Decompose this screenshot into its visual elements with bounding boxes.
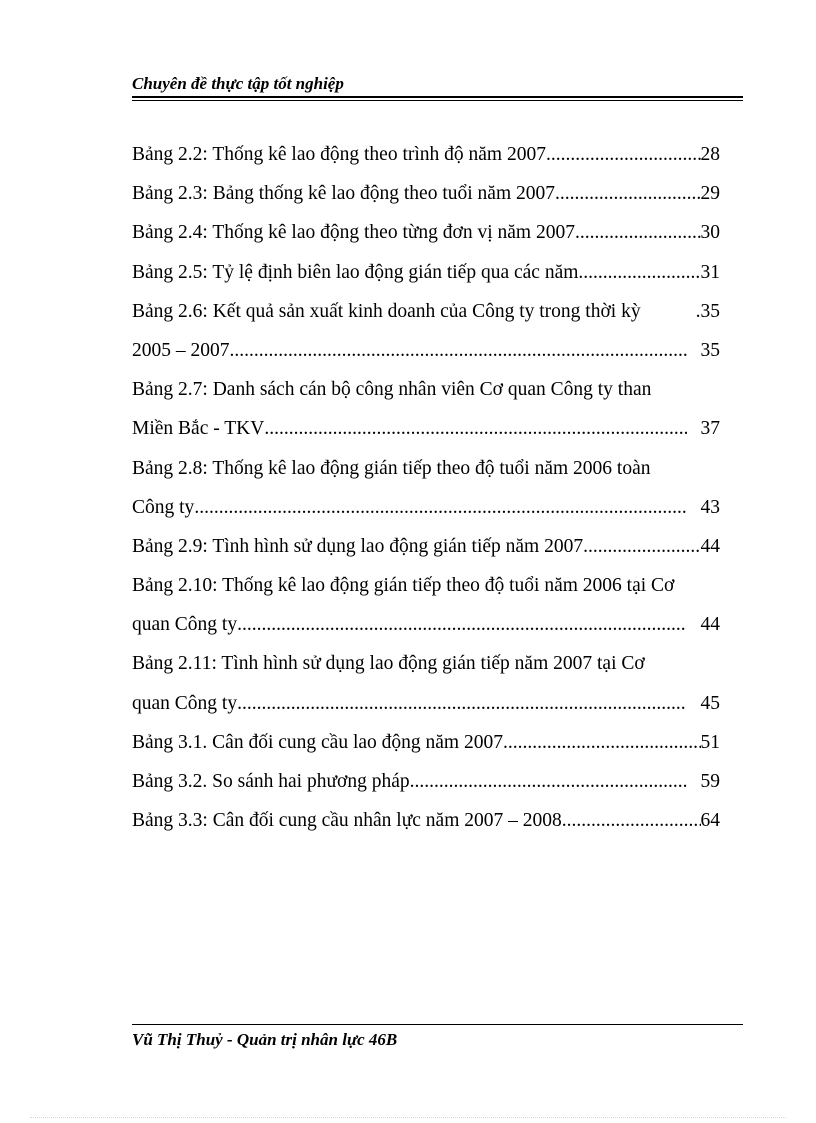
toc-entry: Bảng 2.4: Thống kê lao động theo từng đơn vị năm 2007 ..... 30 <box>132 218 720 257</box>
toc-entry-continuation: quan Công ty ..... 44 <box>132 610 720 649</box>
toc-entry: Bảng 3.1. Cân đối cung cầu lao động năm 2007 ..... 51 <box>132 728 720 767</box>
toc-entry-continuation: quan Công ty ..... 45 <box>132 689 720 728</box>
toc-entry: Bảng 2.2: Thống kê lao động theo trình độ năm 2007 ..... 28 <box>132 140 720 179</box>
footer-rule <box>132 1024 743 1025</box>
toc-entry: Bảng 2.8: Thống kê lao động gián tiếp theo độ tuổi năm 2006 toàn <box>132 457 651 479</box>
page-header-title: Chuyên đề thực tập tốt nghiệp <box>132 74 344 93</box>
table-list <box>132 140 720 845</box>
toc-entry: Bảng 3.3: Cân đối cung cầu nhân lực năm 2007 – 2008 ..... 64 <box>132 806 720 845</box>
toc-entry-continuation: Công ty ..... 43 <box>132 493 720 532</box>
toc-entry-continuation: Miền Bắc - TKV ..... 37 <box>132 414 720 453</box>
toc-entry: Bảng 2.9: Tình hình sử dụng lao động gián tiếp năm 2007 ..... 44 <box>132 532 720 571</box>
header-rule-thin <box>132 100 743 101</box>
toc-entry-continuation: 2005 – 2007 ..... 35 <box>132 336 720 375</box>
toc-entry: Bảng 2.10: Thống kê lao động gián tiếp theo độ tuổi năm 2006 tại Cơ <box>132 575 675 597</box>
toc-entry: Bảng 2.7: Danh sách cán bộ công nhân viên Cơ quan Công ty than <box>132 379 652 401</box>
toc-entry: Bảng 3.2. So sánh hai phương pháp ..... 59 <box>132 767 720 806</box>
toc-entry: Bảng 2.5: Tỷ lệ định biên lao động gián tiếp qua các năm ..... 31 <box>132 258 720 297</box>
toc-entry: Bảng 2.11: Tình hình sử dụng lao động gián tiếp năm 2007 tại Cơ <box>132 653 645 675</box>
page-footer-author: Vũ Thị Thuỷ - Quản trị nhân lực 46B <box>132 1030 398 1049</box>
header-rule <box>132 96 743 98</box>
toc-entry: Bảng 2.3: Bảng thống kê lao động theo tuổi năm 2007 ..... 29 <box>132 179 720 218</box>
toc-entry: Bảng 2.6: Kết quả sản xuất kinh doanh của Công ty trong thời kỳ .35 <box>132 300 720 322</box>
page-edge-divider <box>30 1117 786 1118</box>
